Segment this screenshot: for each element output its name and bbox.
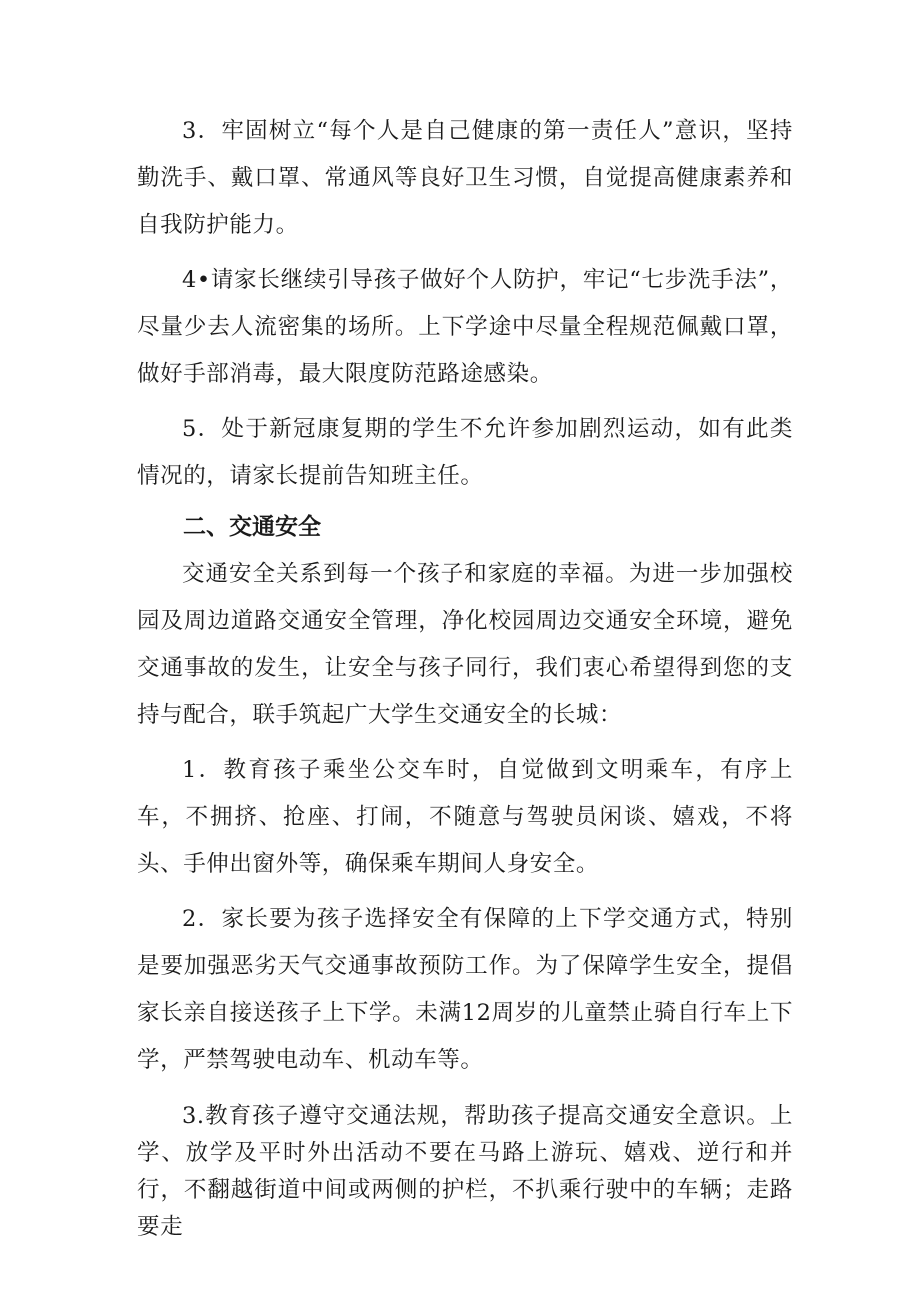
paragraph-personal-protection: 4•请家长继续引导孩子做好个人防护，牢记“七步洗手法”，尽量少去人流密集的场所。上下学途中尽量全程规范佩戴口罩，做好手部消毒，最大限度防范路途感染。 — [137, 267, 793, 387]
paragraph-hygiene-habits: 3．牢固树立“每个人是自己健康的第一责任人”意识，坚持勤洗手、戴口罩、常通风等良好卫生习惯，自觉提高健康素养和自我防护能力。 — [137, 118, 793, 238]
paragraph-bus-riding: 1．教育孩子乘坐公交车时，自觉做到文明乘车，有序上车，不拥挤、抢座、打闹，不随意与驾驶员闲谈、嬉戏，不将头、手伸出窗外等，确保乘车期间人身安全。 — [137, 757, 793, 877]
paragraph-commute-mode: 2．家长要为孩子选择安全有保障的上下学交通方式，特别是要加强恶劣天气交通事故预防工作。为了保障学生安全，提倡家长亲自接送孩子上下学。未满12周岁的儿童禁止骑自行车上下学，严禁驾驶电动车、机动车等。 — [137, 906, 793, 1073]
paragraph-traffic-rules: 3.教育孩子遵守交通法规，帮助孩子提高交通安全意识。上学、放学及平时外出活动不要在马路上游玩、嬉戏、逆行和并行，不翻越街道中间或两侧的护栏，不扒乘行驶中的车辆；走路要走 — [137, 1103, 793, 1240]
document-page — [137, 108, 793, 1246]
paragraph-recovery-exercise: 5．处于新冠康复期的学生不允许参加剧烈运动，如有此类情况的，请家长提前告知班主任。 — [137, 416, 793, 489]
paragraph-traffic-intro: 交通安全关系到每一个孩子和家庭的幸福。为进一步加强校园及周边道路交通安全管理，净化校园周边交通安全环境，避免交通事故的发生，让安全与孩子同行，我们衷心希望得到您的支持与配合，联手筑起广大学生交通安全的长城： — [137, 561, 793, 728]
section-heading-traffic-safety: 二、交通安全 — [183, 514, 321, 540]
